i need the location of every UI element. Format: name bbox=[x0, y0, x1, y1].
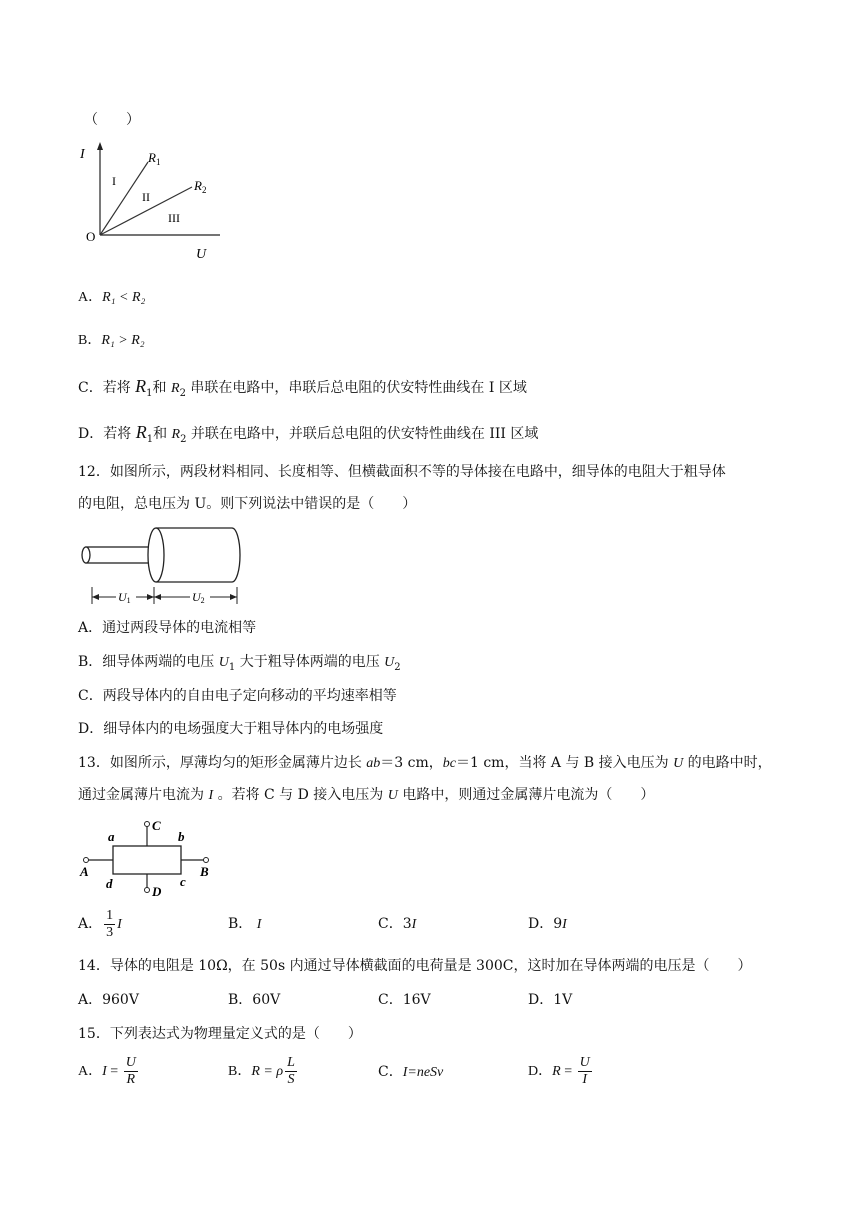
q14-option-a: A．960V bbox=[78, 992, 139, 1008]
x-axis-label: U bbox=[196, 247, 207, 262]
line-r2-label: $R_2$ bbox=[194, 178, 207, 195]
q14-option-b: B．60V bbox=[228, 992, 281, 1008]
q15-option-c: C．I=neSv bbox=[378, 1064, 444, 1080]
y-axis-label: I bbox=[80, 147, 85, 162]
q12-conductor-figure bbox=[82, 522, 252, 607]
origin-label: O bbox=[86, 229, 96, 244]
terminal-a-label: A bbox=[80, 864, 89, 879]
u1-label: U1 bbox=[118, 590, 131, 605]
q13-option-d: D．9I bbox=[528, 916, 567, 932]
q14-option-d: D．1V bbox=[528, 992, 573, 1008]
q12-option-a: A．通过两段导体的电流相等 bbox=[78, 620, 257, 636]
region-3-label: III bbox=[168, 211, 180, 225]
q11-option-b: B．R₁ > R₂ bbox=[78, 333, 145, 348]
q12-option-d: D．细导体内的电场强度大于粗导体内的电场强度 bbox=[78, 721, 384, 737]
corner-c-label: c bbox=[180, 874, 186, 889]
q11-answer-paren: （ ） bbox=[84, 112, 140, 128]
terminal-c-label: C bbox=[152, 818, 161, 833]
q15-option-b: B．R = ρ $\frac{L}{S}$ bbox=[228, 1055, 295, 1088]
line-r1-label: $R_1$ bbox=[148, 150, 161, 167]
q13-metal-sheet-figure bbox=[80, 818, 220, 898]
q14-option-c: C．16V bbox=[378, 992, 431, 1008]
q12-option-b: B．细导体两端的电压 $U_1$ 大于粗导体两端的电压 $U_2$ bbox=[78, 654, 401, 673]
q13-option-a: A． $\frac{1}{3}$ I bbox=[78, 907, 122, 940]
q11-option-d: D．若将 $R_1$和 $R_2$ 并联在电路中，并联后总电阻的伏安特性曲线在 III 区域 bbox=[78, 422, 539, 445]
q13-stem-line1: 13．如图所示，厚薄均匀的矩形金属薄片边长 ab＝3 cm，bc＝1 cm，当将 A 与 B 接入电压为 U 的电路中时， bbox=[78, 755, 772, 771]
terminal-b-label: B bbox=[200, 864, 209, 879]
corner-d-label: d bbox=[106, 876, 113, 891]
region-2-label: II bbox=[142, 190, 150, 204]
q14-stem: 14．导体的电阻是 10Ω，在 50s 内通过导体横截面的电荷量是 300C，这时加在导体两端的电压是（ ） bbox=[78, 958, 752, 974]
q13-option-b: B． I bbox=[228, 916, 262, 932]
q12-option-c: C．两段导体内的自由电子定向移动的平均速率相等 bbox=[78, 688, 397, 704]
terminal-d-label: D bbox=[152, 884, 162, 899]
q11-iu-graph bbox=[70, 140, 230, 270]
u2-label: U2 bbox=[192, 590, 205, 605]
q15-option-d: D．R = $\frac{U}{I}$ bbox=[528, 1055, 590, 1088]
q12-stem-line1: 12．如图所示，两段材料相同、长度相等、但横截面积不等的导体接在电路中，细导体的电阻大于粗导体 bbox=[78, 464, 726, 480]
q11-option-a: A．R₁ < R₂ bbox=[78, 290, 146, 305]
corner-b-label: b bbox=[178, 829, 185, 844]
q15-stem: 15．下列表达式为物理量定义式的是（ ） bbox=[78, 1026, 362, 1042]
q13-stem-line2: 通过金属薄片电流为 I 。若将 C 与 D 接入电压为 U 电路中，则通过金属薄片电流为（ ） bbox=[78, 787, 655, 803]
q12-stem-line2: 的电阻，总电压为 U。则下列说法中错误的是（ ） bbox=[78, 496, 417, 512]
q11-option-c: C．若将 $R_1$和 $R_2$ 串联在电路中，串联后总电阻的伏安特性曲线在 I 区域 bbox=[78, 376, 527, 399]
q15-option-a: A．I = $\frac{U}{R}$ bbox=[78, 1055, 136, 1088]
region-1-label: I bbox=[112, 174, 116, 188]
corner-a-label: a bbox=[108, 829, 115, 844]
q13-option-c: C．3I bbox=[378, 916, 417, 932]
